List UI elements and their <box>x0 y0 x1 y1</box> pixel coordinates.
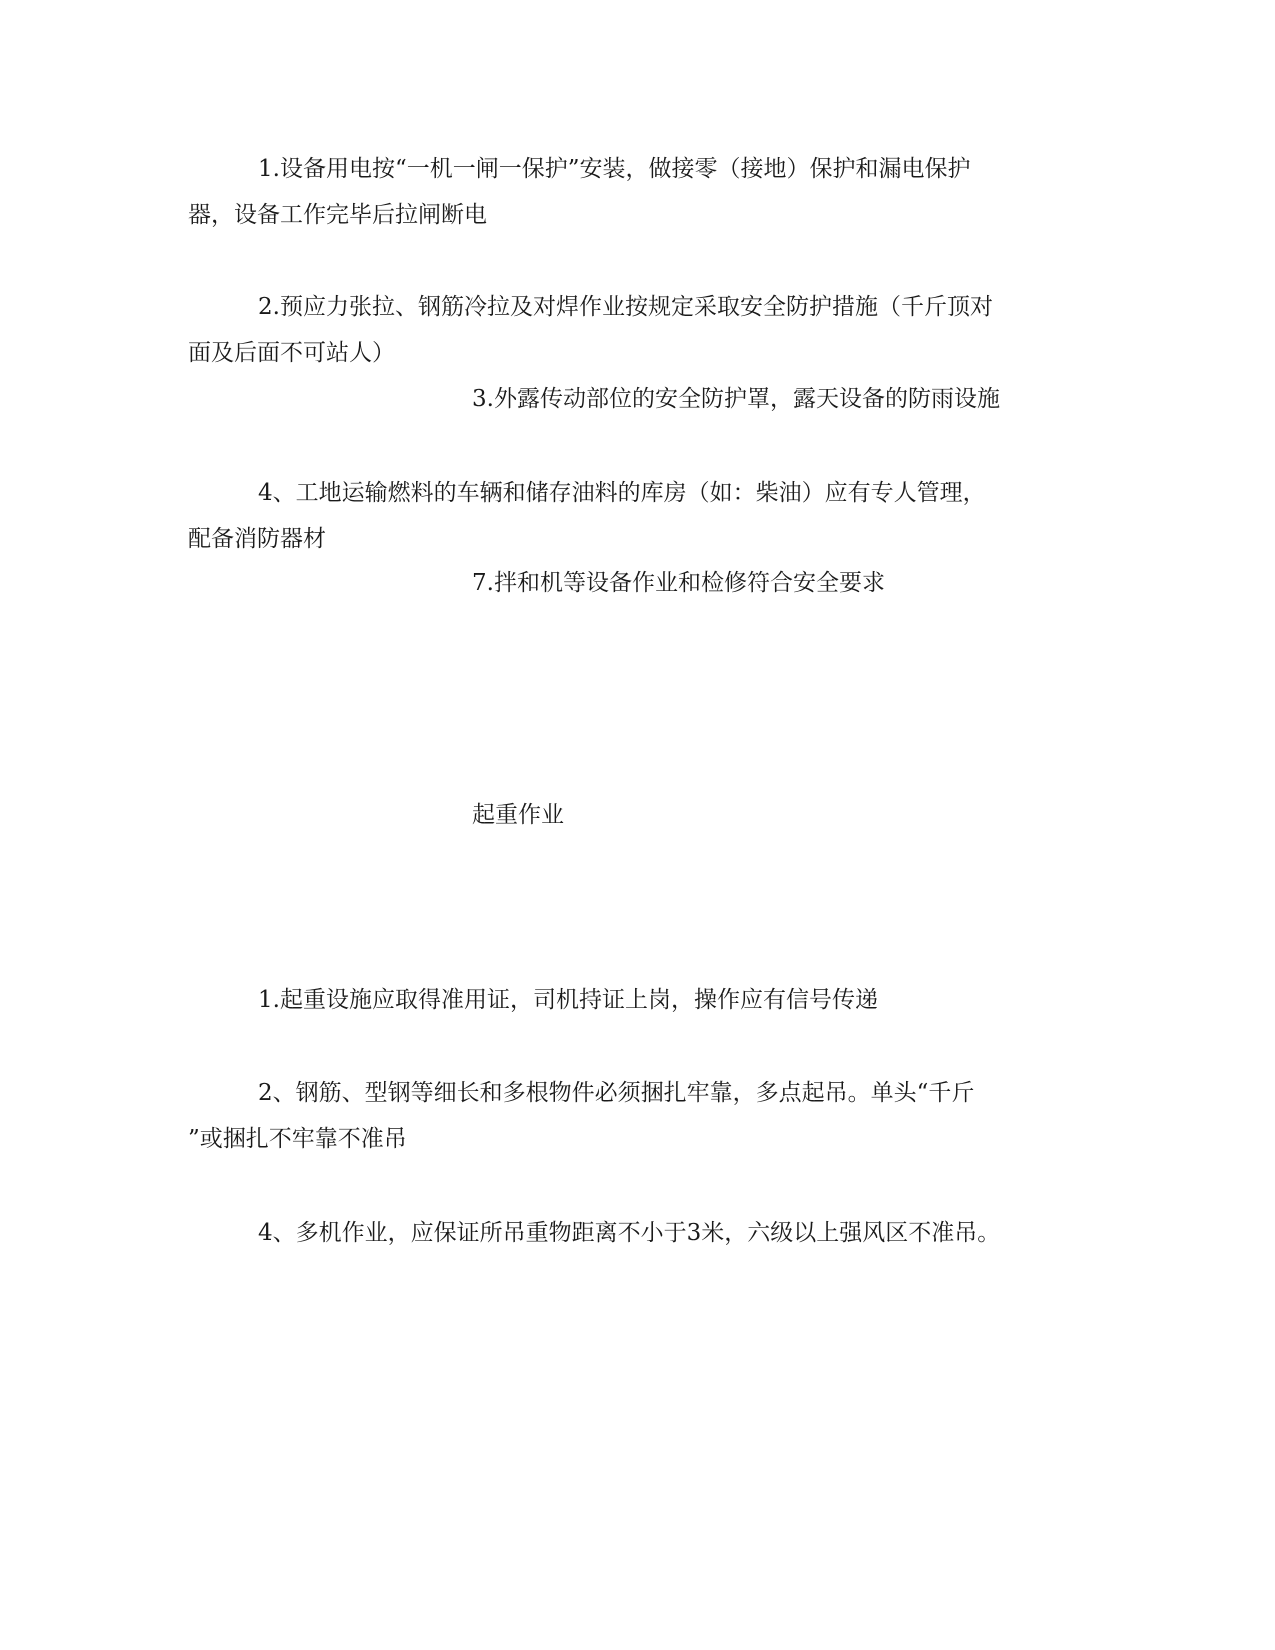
s2-item-4-text: 4、多机作业，应保证所吊重物距离不小于3米，六级以上强风区不准吊。 <box>258 1220 1001 1246</box>
s2-item-2-line-1: 2、钢筋、型钢等细长和多根物件必须捆扎牢靠，多点起吊。单头“千斤 <box>258 1080 975 1106</box>
s1-item-1 <box>188 146 970 238</box>
s1-item-2-line-2: 面及后面不可站人） <box>188 340 395 366</box>
s1-item-2 <box>188 284 993 376</box>
s1-item-4-line-1: 4、工地运输燃料的车辆和储存油料的库房（如：柴油）应有专人管理， <box>258 480 986 506</box>
s1-item-4-line-2: 配备消防器材 <box>188 526 326 552</box>
section-heading: 起重作业 <box>472 802 564 828</box>
s1-item-3 <box>472 376 1000 422</box>
s1-item-1-line-2: 器，设备工作完毕后拉闸断电 <box>188 202 487 228</box>
s1-item-1-line-1: 1.设备用电按“一机一闸一保护”安装，做接零（接地）保护和漏电保护 <box>258 156 971 182</box>
s1-item-2-line-1: 2.预应力张拉、钢筋冷拉及对焊作业按规定采取安全防护措施（千斤顶对 <box>258 294 993 320</box>
s1-item-7-text: 7.拌和机等设备作业和检修符合安全要求 <box>472 570 885 596</box>
s1-item-7 <box>472 560 885 606</box>
s2-item-2-line-2: ”或捆扎不牢靠不准吊 <box>188 1126 407 1152</box>
s1-item-3-text: 3.外露传动部位的安全防护罩，露天设备的防雨设施 <box>472 386 1000 412</box>
s2-item-1 <box>188 977 878 1023</box>
s2-item-2 <box>188 1070 974 1162</box>
s2-item-4 <box>188 1210 1000 1256</box>
s2-item-1-text: 1.起重设施应取得准用证，司机持证上岗，操作应有信号传递 <box>258 987 878 1013</box>
s1-item-4 <box>188 470 986 562</box>
